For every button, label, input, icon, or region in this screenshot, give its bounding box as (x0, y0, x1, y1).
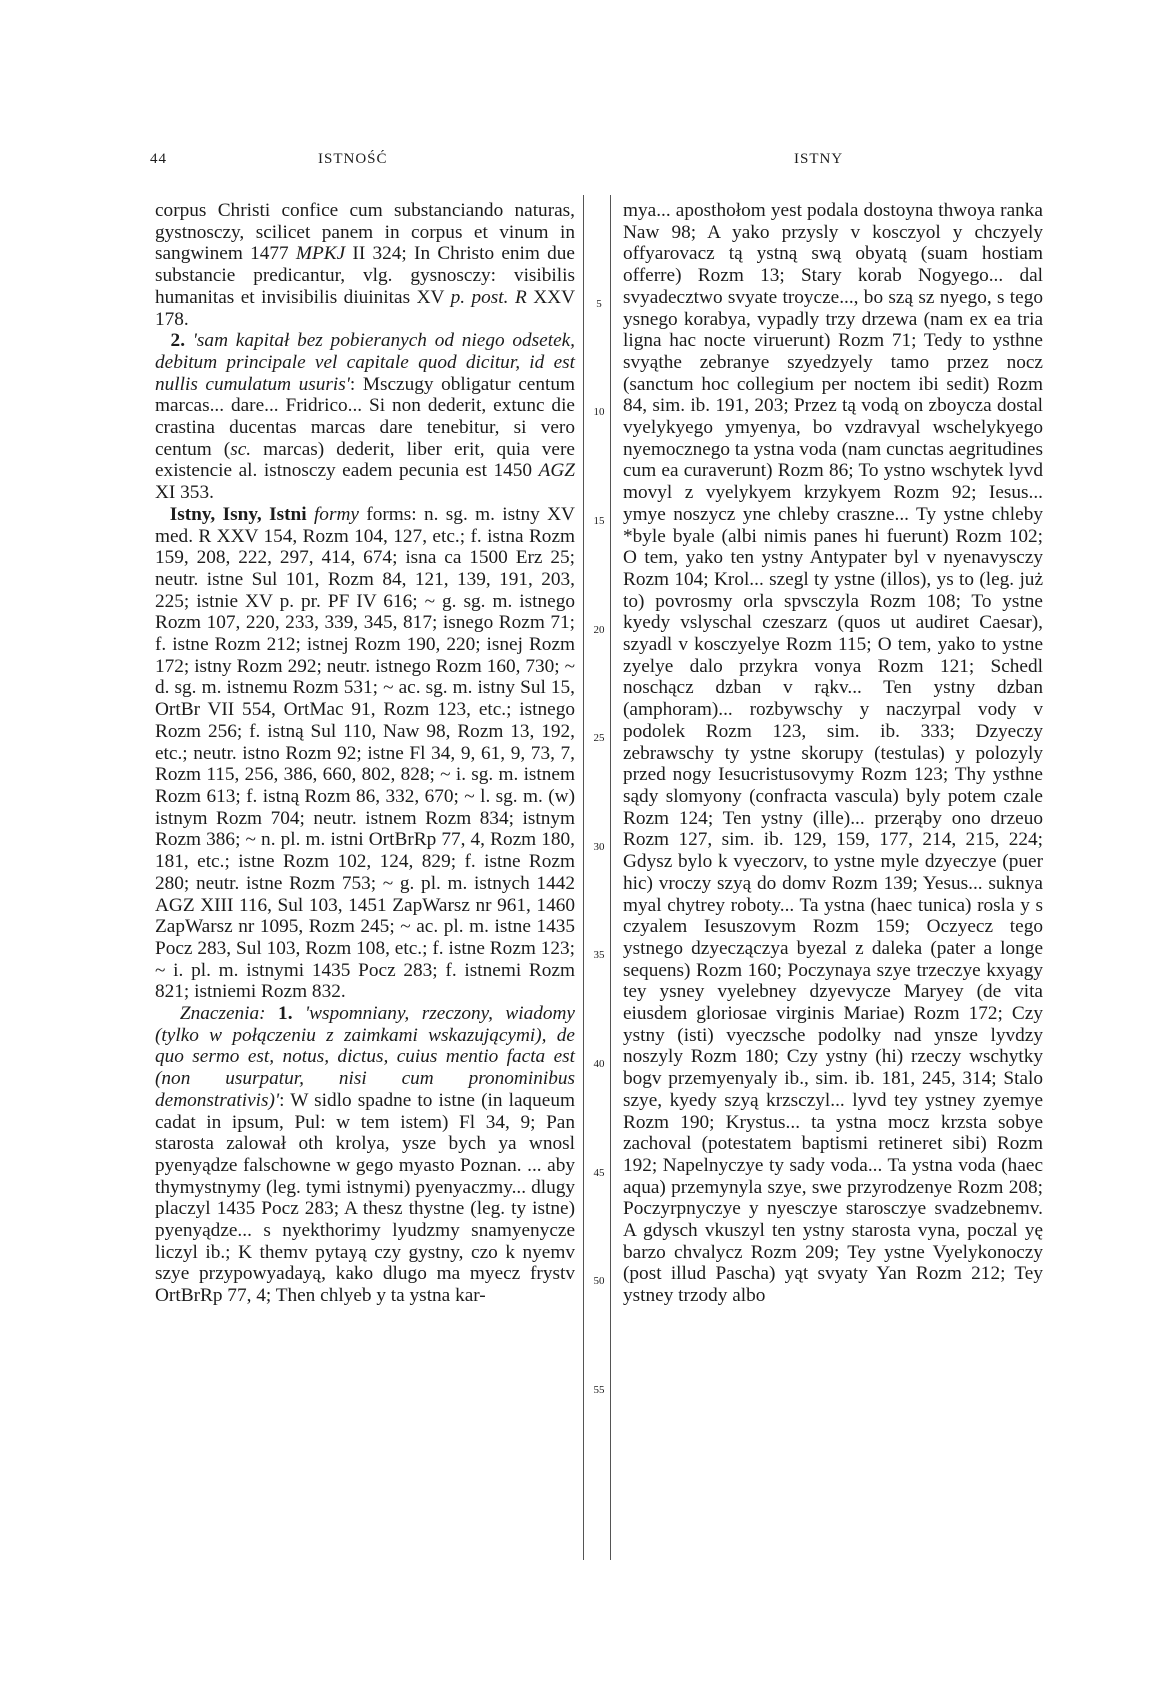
sense-number: 1. (278, 1003, 293, 1025)
citation: : Msczugy obligatur centum marcas... dare... Fridrico... Si non dederit, extunc die crastina ducentas marcas dare tenebitur, si vero centum ( (155, 373, 575, 460)
line-number: 55 (593, 1384, 605, 1396)
text: corpus Christi confice cum substanciando naturas, gystnosczy, scilicet panem in corpus et vinum in sangwinem 1477 (155, 200, 575, 265)
entry-continuation (155, 200, 575, 330)
text: XI 353. (155, 482, 214, 504)
line-number: 25 (593, 732, 605, 744)
line-number: 30 (593, 841, 605, 853)
abbrev: sc. (230, 438, 252, 460)
source-abbrev: p. post. (450, 286, 509, 308)
entry-istny (155, 504, 575, 1003)
forms-list: forms: n. sg. m. istny XV med. R XXV 154, Rozm 104, 127, etc.; f. istna Rozm 159, 208, 222, 297, 414, 674; isna ca 1500 Erz 25; neutr. istne Sul 101, Rozm 84, 121, 139, 191, 203, 225; istnie XV p. pr. PF IV 616; ~ g. sg. m. istnego Rozm 107, 220, 233, 339, 345, 817; isnego Rozm 71; f. istne Rozm 212; istnej Rozm 190, 220; isnej Rozm 172; istny Rozm 292; neutr. istnego Rozm 160, 730; ~ d. sg. m. istnemu Rozm 531; ~ ac. sg. m. istny Sul 15, OrtBr VII 554, OrtMac 91, Rozm 123, etc.; istnego Rozm 256; f. istną Sul 110, Naw 98, Rozm 13, 192, etc.; neutr. istno Rozm 92; istne Fl 34, 9, 61, 9, 73, 7, Rozm 115, 256, 386, 660, 802, 828; ~ i. sg. m. istnem Rozm 613; f. istną Rozm 86, 332, 670; ~ l. sg. m. (w) istnym Rozm 704; neutr. istnem Rozm 834; istnym Rozm 386; ~ n. pl. m. istni OrtBrRp 77, 4, Rozm 180, 181, etc.; istne Rozm 102, 124, 829; f. istne Rozm 280; neutr. istne Rozm 753; ~ g. pl. m. istnych 1442 AGZ XIII 116, Sul 103, 1451 ZapWarsz nr 961, 1460 ZapWarsz nr 1095, Rozm 245; ~ ac. pl. m. istne 1435 Pocz 283, Sul 103, Rozm 108, etc.; f. istne Rozm 123; ~ i. pl. m. istnymi 1435 Pocz 283; f. istnemi Rozm 821; istniemi Rozm 832. (155, 503, 575, 1003)
text: XXV 178. (155, 286, 575, 330)
citation: : W sidlo spadne to istne (in laqueum cadat in ipsum, Pul: w tem istem) Fl 34, 9; Pan starosta zalował oth krolya, ysze bych ya wnosl pyenyądze falschowne w gego myasto Poznan. ... aby thymystnymy (leg. tymi istnymi) pyenyaczmy... dlugy placzyl 1435 Pocz 283; A thesz thystne (leg. ty istne) pyenyądze... s nyekthorimy lyudzmy snamyenycze liczyl ib.; K themv pytayą czy gystny, czo k nyemv szye przypowyadayą, kako dlugo ma myecz frystv OrtBrRp 77, 4; Then chlyeb y ta ystna kar- (155, 1089, 575, 1307)
citations-continued: mya... aposthołom yest podala dostoyna thwoya ranka Naw 98; A yako przysly v kosczyol y chczyely offyarovacz tą ystną swą obyatą (suam hostiam offerre) Rozm 13; Stary korab Nogyego... dal svyadecztwo svyate troycze..., bo szą sz nyego, s tego ysnego korabya, vypadly trzy drzewa (nam ex ea tria ligna hac nocte viruerunt) Rozm 71; Tedy to ysthne svyąthe zebranye szyedzyely tamo przez nocz (sanctum hoc collegium per noctem ibi sedit) Rozm 84, sim. ib. 191, 203; Przez tą vodą on zboycza dostal vyelykyego ymyenya, bo vzdravyal wschelykyego nyemocznego ta ystna voda (nam cunctas aegritudines cum ea curaverunt) Rozm 86; To ystno wschytek lyvd movyl z vyelykyem krzykyem Rozm 92; Iesus... ymye noszycz yne chleby craszne... Ty ystne chleby *byle byale (albi nimis panes hi fuerunt) Rozm 102; O tem, yako ten ystny Antypater byl v nyenavysczy Rozm 104; Krol... szegl ty ystne (illos), ys to (leg. już to) povrosmy orla spvsczyla Rozm 108; To ystne kyedy vslyschal czeszarz (quos ut audiret Caesar), szyadl v kosczyelye Rozm 115; O tem, yako to ystne zyelye dalo przykra vonya Rozm 121; Schedl noschącz dzban v rąkv... Ten ystny dzban (amphoram)... rozbywschy y naczyrpal vody v podolek Rozm 123, sim. ib. 333; Dzyeczy zebrawschy ty ystne skorupy (testulas) y polozyly przed nogy Iesucristusovymy Rozm 123; Thy ysthne sądy slomyony (confracta vascula) byly potem czale Rozm 124; Ten ystny (ille)... przerąbу ono drzeuo Rozm 127, sim. ib. 129, 159, 177, 214, 215, 224; Gdysz bylo k vyeczorv, to ystne myle dzyeczye (puer hic) vroczy szyą do domv Rozm 139; Yesus... suknya myal chytrey roboty... Ta ystna (haec tunica) rosla y s czyalem Iesuszovym Rozm 159; Oczyecz tego ystnego dzyeczączya byezal z daleka (pater a longe sequens) Rozm 160; Poczynaya szye trzeczye kxyagy tey ysney vyelebney dzyevycze Maryey (de vita eiusdem gloriosae virginis Mariae) Rozm 172; Czy ystny (isti) vyeczsche podolky nad ynsze lyvdzy noszyly Rozm 180; Czy ystny (hi) rzeczy wschytky bogv przemyenyaly ib., sim. ib. 181, 245, 314; Stalo szye, kyedy szyą krzsczyl... lyvd tey ystney zyemye Rozm 190; Krystus... ta ystna mocz krzsta sobye zachoval (potestatem baptismi retineret sibi) Rozm 192; Napelnyczye ty sady voda... Ta ystna voda (haec aqua) przemynyla szye, swe przyrodzenye Rozm 208; Poczyrpnyczye y nyesczye starosczye svadzebnemv. A gdysch vkuszyl ten ystny starosta vyna, poczal yę barzo chvalycz Rozm 209; Tey ystne Vyelykonoczy (post illud Pascha) yąt svyaty Yan Rozm 212; Tey ystney trzody albo (623, 200, 1043, 1307)
definition: 'wspomniany, rzeczony, wiadomy (tylko w połączeniu z zaimkami wskazującymi), de quo sermo est, notus, dictus, cuius mentio facta est (non usurpatur, nisi cum pronominibus demonstrativis)' (155, 1003, 575, 1111)
text: II 324; In Christo enim due substancie predicantur, vlg. gysnosczy: visibilis humanitas et invisibilis diuinitas XV (155, 243, 575, 308)
line-number: 15 (593, 515, 605, 527)
formy-label: formy (313, 503, 359, 525)
sense-1 (155, 1003, 575, 1307)
column-rule-left (583, 195, 584, 1560)
citation: marcas) dederit, liber erit, quia vere existencie al. istnosczy eadem pecunia est 1450 (155, 438, 575, 482)
page-number: 44 (150, 151, 167, 167)
line-number: 40 (593, 1058, 605, 1070)
line-number: 5 (596, 298, 602, 310)
source-abbrev: AGZ (538, 460, 576, 482)
running-head-left: ISTNOŚĆ (318, 151, 388, 167)
column-rule-right (610, 195, 611, 1560)
source-abbrev: R (514, 286, 527, 308)
line-number: 35 (593, 949, 605, 961)
source-abbrev: MPKJ (295, 243, 346, 265)
line-number: 20 (593, 624, 605, 636)
definition: 'sam kapitał bez pobieranych od niego odsetek, debitum principale vel capitale quod dicitur, id est nullis cumulatum usuris' (155, 330, 576, 395)
line-number: 50 (593, 1275, 605, 1287)
sense-2 (155, 330, 575, 504)
line-number: 45 (593, 1167, 605, 1179)
headword: Istny, Isny, Istni (169, 503, 307, 525)
sense-number: 2. (170, 330, 186, 352)
right-column (623, 200, 1043, 1307)
znaczenia-label: Znaczenia: (179, 1003, 266, 1025)
line-number: 10 (593, 406, 605, 418)
running-head-right: ISTNY (794, 151, 844, 167)
left-column (155, 200, 575, 1307)
